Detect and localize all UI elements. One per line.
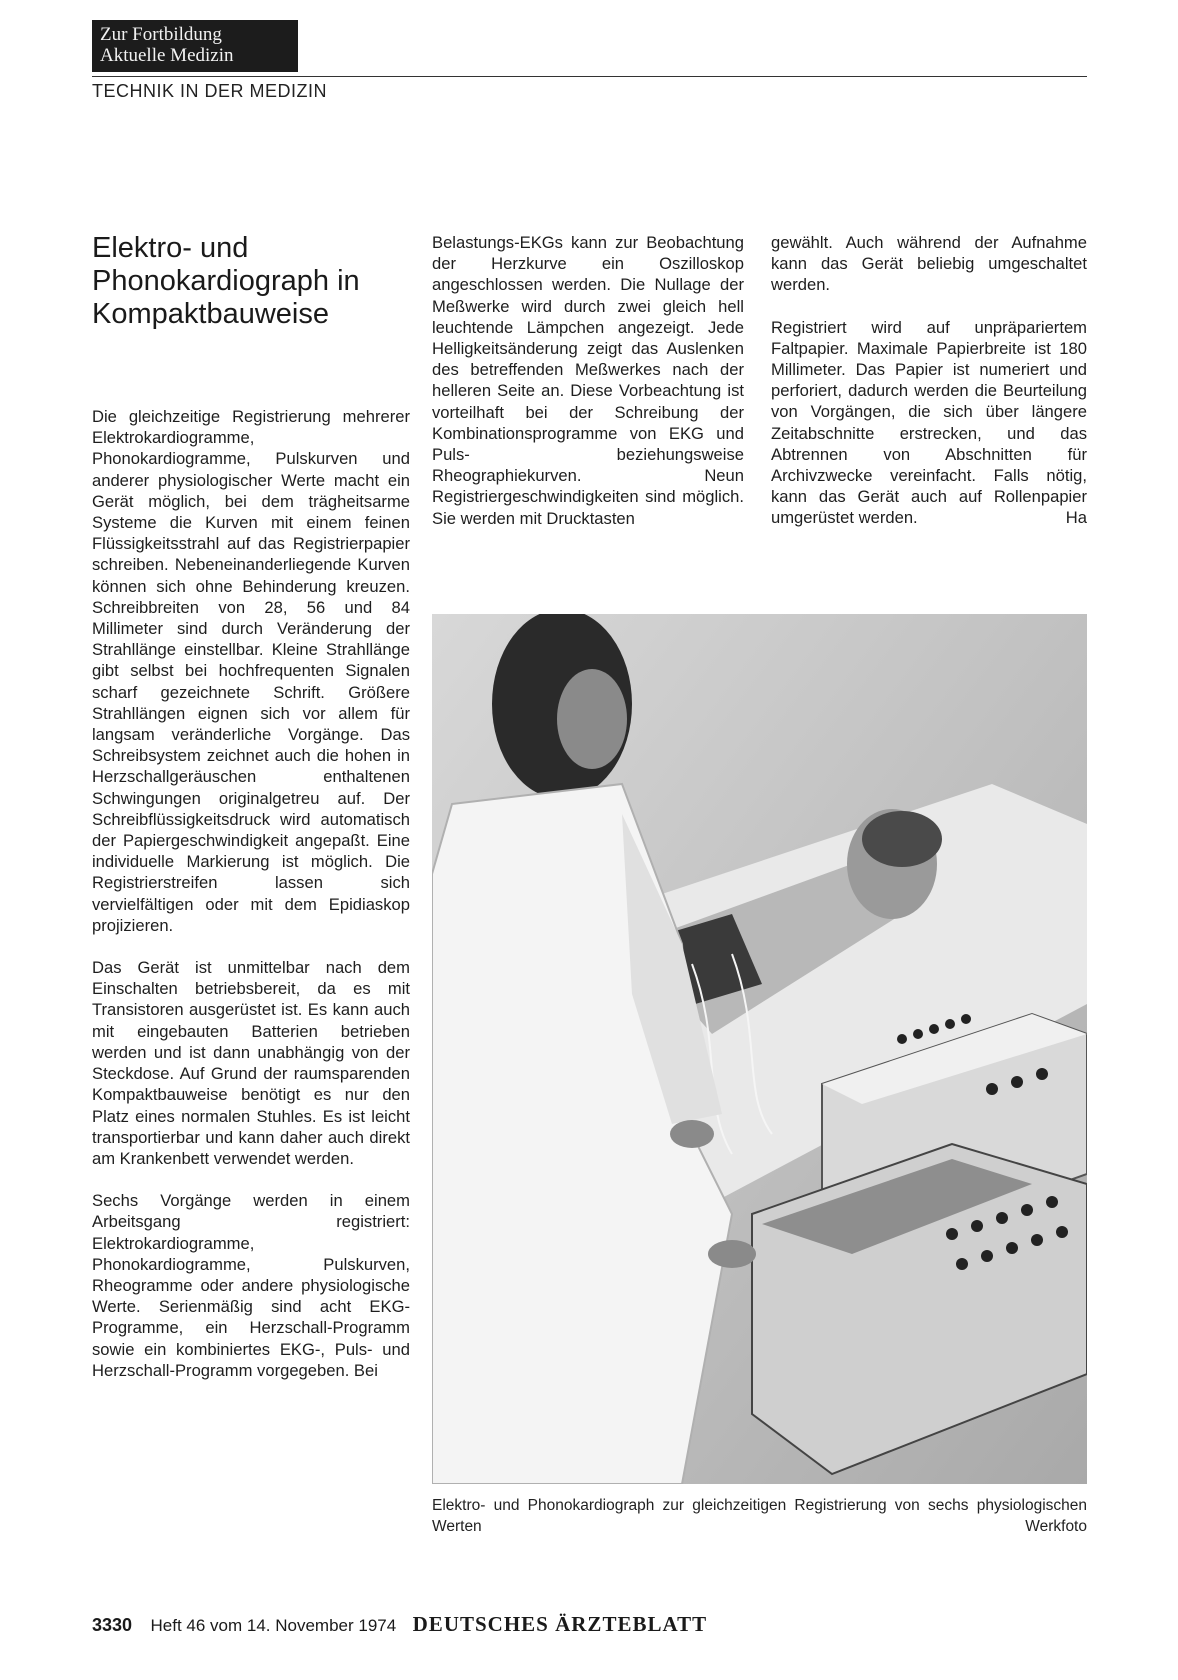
series-badge — [92, 20, 298, 72]
issue-info: Heft 46 vom 14. November 1974 — [150, 1616, 397, 1635]
paragraph: gewählt. Auch während der Aufnahme kann das Gerät beliebig umgeschaltet werden. — [771, 233, 1087, 295]
title-line-3: Kompaktbauweise — [92, 298, 329, 330]
photo-illustration — [432, 614, 1087, 1484]
header-rule — [92, 76, 1087, 77]
figure-caption — [432, 1495, 1087, 1537]
section-label: TECHNIK IN DER MEDIZIN — [92, 81, 328, 101]
paragraph: Das Gerät ist unmittelbar nach dem Einschalten betriebsbereit, da es mit Transistoren ausgerüstet ist. Es kann auch mit eingebauten Batterien betrieben werden und ist dann unabhängig von der Steckdose. Auf Grund der raumsparenden Kompaktbauweise benötigt es nur den Platz eines normalen Stuhles. Es ist leicht transportierbar und kann daher auch direkt am Krankenbett verwendet werden. — [92, 958, 410, 1168]
text-column-3 — [771, 232, 1087, 550]
journal-name: DEUTSCHES ÄRZTEBLATT — [412, 1612, 708, 1636]
paragraph — [771, 317, 1087, 529]
nurse-hand-shape — [708, 1240, 756, 1268]
patient-hair-shape — [862, 811, 942, 867]
text-column-2 — [432, 232, 744, 550]
badge-line-2: Aktuelle Medizin — [100, 45, 234, 66]
paragraph-text: Registriert wird auf unpräpariertem Faltpapier. Maximale Papierbreite ist 180 Millimeter. Das Papier ist numeriert und perforiert, dadurch werden die Beurteilung von Vorgängen, die sich über längere Zeitabschnitte erstrecken, und das Abtrennen von Abschnitten für Archivzwecke vereinfacht. Falls nötig, kann das Gerät auch auf Rollenpapier umgerüstet werden. — [771, 317, 1087, 528]
author-signature: Ha — [1065, 508, 1087, 528]
article-title — [92, 232, 412, 331]
title-line-2: Phonokardiograph in — [92, 265, 360, 297]
page-number: 3330 — [92, 1615, 133, 1635]
article-photo — [432, 614, 1087, 1484]
paragraph: Die gleichzeitige Registrierung mehrerer Elektrokardiogramme, Phonokardiogramme, Pulskurven und anderer physiologischer Werte macht ein Gerät möglich, bei dem trägheitsarme Systeme die Kurven mit einem feinen Flüssigkeitsstrahl auf das Registrierpapier schreiben. Nebeneinanderliegende Kurven können sich ohne Behinderung kreuzen. Schreibbreiten von 28, 56 und 84 Millimeter sind durch Veränderung der Strahllänge einstellbar. Kleine Strahllänge gibt selbst bei hochfrequenten Signalen scharf gezeichnete Schrift. Größere Strahllängen eignen sich vor allem für langsam veränderliche Vorgänge. Das Schreibsystem zeichnet auch die hohen in Herzschallgeräuschen enthaltenen Schwingungen originalgetreu auf. Der Schreibflüssigkeitsdruck wird automatisch der Papiergeschwindigkeit angepaßt. Eine individuelle Markierung ist möglich. Die Registrierstreifen lassen sich vervielfältigen oder mit dem Epidiaskop projizieren. — [92, 407, 410, 935]
photo-credit: Werkfoto — [1025, 1518, 1087, 1535]
caption-text: Elektro- und Phonokardiograph zur gleichzeitigen Registrierung von sechs physiologischen Werten — [432, 1497, 1087, 1535]
paragraph: Sechs Vorgänge werden in einem Arbeitsgang registriert: Elektrokardiogramme, Phonokardiogramme, Pulskurven, Rheogramme oder andere physiologische Werte. Serienmäßig sind acht EKG-Programme, ein Herzschall-Programm sowie ein kombiniertes EKG-, Puls- und Herzschall-Programm vorgegeben. Bei — [92, 1191, 410, 1380]
nurse-hand-shape — [670, 1120, 714, 1148]
page-footer — [92, 1612, 707, 1637]
nurse-face-shape — [557, 669, 627, 769]
title-line-1: Elektro- und — [92, 232, 249, 264]
badge-line-1: Zur Fortbildung — [100, 24, 222, 45]
text-column-1 — [92, 406, 410, 1402]
paragraph: Belastungs-EKGs kann zur Beobachtung der Herzkurve ein Oszilloskop angeschlossen werden. Die Nullage der Meßwerke wird durch zwei gleich hell leuchtende Lämpchen angezeigt. Jede Helligkeitsänderung zeigt das Auslenken des betreffenden Meßwerkes nach der helleren Seite an. Diese Vorbeachtung ist vorteilhaft bei der Schreibung der Kombinationsprogramme von EKG und Puls- beziehungsweise Rheographiekurven. Neun Registriergeschwindigkeiten sind möglich. Sie werden mit Drucktasten — [432, 233, 744, 528]
